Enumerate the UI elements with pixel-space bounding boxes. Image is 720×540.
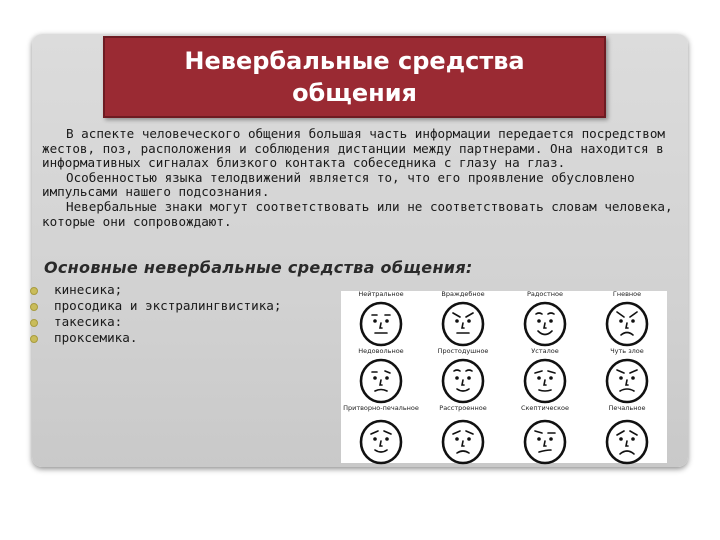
face-cell-hostile <box>423 291 503 348</box>
bullet-item: проксемика. <box>28 330 281 346</box>
title-line-1: Невербальные средства <box>184 47 525 75</box>
section-subtitle: Основные невербальные средства общения: <box>44 258 473 277</box>
face-label: Расстроенное <box>439 404 487 412</box>
face-label: Радостное <box>527 290 563 298</box>
face-cell-skeptical <box>505 405 585 462</box>
face-simple-icon <box>435 358 491 404</box>
paragraph-1: В аспекте человеческого общения большая часть информации передается посредством жестов, поз, расположения и соблюдения дистанции между партнерами. Она находится в информативных сигналах близкого контакта собеседника с глазу на глаз. <box>42 126 665 171</box>
face-cell-upset <box>423 405 503 462</box>
face-label: Чуть злое <box>610 347 644 355</box>
slide-title <box>103 36 606 118</box>
face-cell-slightly-angry <box>587 348 667 405</box>
face-cell-simple <box>423 348 503 405</box>
title-line-2: общения <box>292 79 417 107</box>
bullet-list <box>28 282 281 346</box>
face-fake-sad-icon <box>353 419 409 465</box>
face-upset-icon <box>435 419 491 465</box>
face-label: Враждебное <box>441 290 485 298</box>
face-slightly-angry-icon <box>599 358 655 404</box>
bullet-dot-icon <box>30 287 38 295</box>
face-cell-neutral <box>341 291 421 348</box>
face-displeased-icon <box>353 358 409 404</box>
face-label: Недовольное <box>358 347 404 355</box>
face-cell-fake-sad <box>341 405 421 462</box>
face-angry-icon <box>599 301 655 347</box>
paragraph-3: Невербальные знаки могут соответствовать или не соответствовать словам человека, которые они сопровождают. <box>42 198 673 229</box>
face-label: Усталое <box>531 347 559 355</box>
face-sad-icon <box>599 419 655 465</box>
face-cell-sad <box>587 405 667 462</box>
face-label: Притворно-печальное <box>343 404 419 412</box>
paragraph-2: Особенностью языка телодвижений является то, что его проявление обусловлено импульсами нашего подсознания. <box>42 169 635 200</box>
face-joyful-icon <box>517 301 573 347</box>
bullet-dot-icon <box>30 319 38 327</box>
face-cell-displeased <box>341 348 421 405</box>
bullet-item: такесика: <box>28 314 281 330</box>
face-tired-icon <box>517 358 573 404</box>
face-skeptical-icon <box>517 419 573 465</box>
face-label: Гневное <box>612 290 642 298</box>
bullet-dot-icon <box>30 335 38 343</box>
bullet-item: кинесика; <box>28 282 281 298</box>
face-cell-tired <box>505 348 585 405</box>
face-neutral-icon <box>353 301 409 347</box>
face-hostile-icon <box>435 301 491 347</box>
face-label: Простодушное <box>437 347 489 355</box>
face-label: Скептическое <box>520 404 570 412</box>
face-cell-joyful <box>505 291 585 348</box>
face-label: Нейтральное <box>358 290 404 298</box>
bullet-item: просодика и экстралингвистика; <box>28 298 281 314</box>
bullet-dot-icon <box>30 303 38 311</box>
face-cell-angry <box>587 291 667 348</box>
body-text <box>42 127 682 229</box>
emotion-faces-figure <box>341 291 667 463</box>
face-label: Печальное <box>608 404 646 412</box>
